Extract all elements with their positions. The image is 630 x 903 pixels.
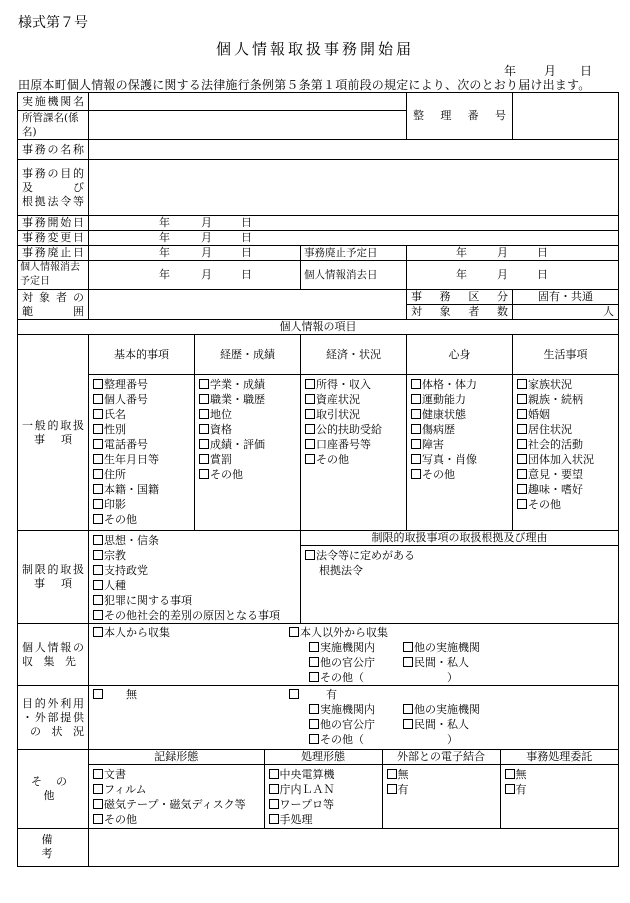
reference-number-label: 整理番号 xyxy=(407,93,513,140)
checkbox-icon xyxy=(517,379,527,389)
collect-other-checkbox[interactable]: その他（ xyxy=(309,670,403,685)
record-form-label: その他 xyxy=(104,813,137,826)
checkbox-icon xyxy=(93,535,103,545)
checkbox-icon xyxy=(93,424,103,434)
basic-item-checkbox[interactable] xyxy=(93,452,190,467)
checkbox-icon xyxy=(93,394,103,404)
outside-other-agency-checkbox[interactable]: 他の実施機関 xyxy=(403,702,493,717)
basic-item-label: 本籍・国籍 xyxy=(104,483,159,496)
checkbox-icon xyxy=(517,424,527,434)
abolish-date-field[interactable]: 年 月 日 xyxy=(89,246,301,261)
economy-item-checkbox[interactable] xyxy=(305,452,402,467)
career-item-checkbox[interactable] xyxy=(199,377,296,392)
life-item-label: 親族・続柄 xyxy=(528,393,583,406)
registration-form-table xyxy=(17,92,619,867)
abolish-date-label: 事務廃止日 xyxy=(18,246,89,261)
life-item-label: 社会的活動 xyxy=(528,438,583,451)
restricted-item-checkbox[interactable] xyxy=(93,563,296,578)
checkbox-icon xyxy=(411,454,421,464)
collect-other-close: ） xyxy=(447,671,458,684)
remarks-field[interactable] xyxy=(89,828,619,866)
electronic-checkbox[interactable] xyxy=(387,767,496,782)
checkbox-icon xyxy=(93,580,103,590)
electronic-list xyxy=(382,765,500,828)
checkbox-icon xyxy=(411,409,421,419)
outsourcing-header: 事務処理委託 xyxy=(500,750,618,765)
electronic-checkbox[interactable] xyxy=(387,782,496,797)
collect-self-checkbox[interactable]: 本人から収集 xyxy=(93,625,289,640)
career-item-label: 成績・評価 xyxy=(210,438,265,451)
remarks-label: 備考 xyxy=(18,828,89,866)
change-date-field[interactable]: 年 月 日 xyxy=(89,231,619,246)
restricted-item-label: 支持政党 xyxy=(104,564,148,577)
mind-body-item-label: 障害 xyxy=(422,438,444,451)
processing-label: ワープロ等 xyxy=(279,798,334,811)
mind-body-item-checkbox[interactable] xyxy=(411,377,508,392)
mind-body-item-label: 健康状態 xyxy=(422,408,466,421)
record-form-list xyxy=(89,765,264,828)
checkbox-icon xyxy=(199,409,209,419)
career-item-label: 資格 xyxy=(210,423,232,436)
mind-body-item-label: 体格・体力 xyxy=(422,378,477,391)
category-life: 生活事項 xyxy=(513,335,619,375)
life-items-list xyxy=(513,375,619,531)
mind-body-item-checkbox[interactable] xyxy=(411,467,508,482)
checkbox-icon xyxy=(305,454,315,464)
restricted-items-label: 制限的取扱 事項 xyxy=(18,531,89,624)
target-count-field[interactable]: 人 xyxy=(513,305,619,320)
outside-use-field xyxy=(89,686,619,750)
checkbox-icon xyxy=(411,394,421,404)
processing-label: 手処理 xyxy=(279,813,313,826)
outsourcing-label: 有 xyxy=(515,783,527,796)
basic-item-checkbox[interactable] xyxy=(93,392,190,407)
checkbox-icon xyxy=(305,379,315,389)
other-field xyxy=(89,750,619,829)
checkbox-icon xyxy=(199,469,209,479)
career-item-checkbox[interactable] xyxy=(199,437,296,452)
basic-item-checkbox[interactable] xyxy=(93,407,190,422)
mind-body-item-label: 傷病歴 xyxy=(422,423,455,436)
affair-name-label: 事務の名称 xyxy=(18,140,89,160)
outside-yes-checkbox[interactable]: 有 xyxy=(289,687,493,702)
change-date-label: 事務変更日 xyxy=(18,231,89,246)
checkbox-icon xyxy=(93,454,103,464)
outsourcing-label: 無 xyxy=(515,768,527,781)
basic-item-checkbox[interactable] xyxy=(93,512,190,527)
restricted-item-label: その他社会的差別の原因となる事項 xyxy=(104,609,280,622)
career-item-checkbox[interactable] xyxy=(199,467,296,482)
life-item-checkbox[interactable] xyxy=(517,452,614,467)
mind-body-item-checkbox[interactable] xyxy=(411,437,508,452)
checkbox-icon xyxy=(199,454,209,464)
outside-none-checkbox[interactable]: 無 xyxy=(93,687,289,702)
basic-item-checkbox[interactable] xyxy=(93,422,190,437)
outsourcing-checkbox[interactable] xyxy=(505,782,615,797)
checkbox-icon xyxy=(199,439,209,449)
collect-government-checkbox[interactable]: 他の官公庁 xyxy=(309,655,403,670)
checkbox-icon xyxy=(93,439,103,449)
mind-body-item-checkbox[interactable] xyxy=(411,407,508,422)
mind-body-item-checkbox[interactable] xyxy=(411,422,508,437)
agency-name-label: 実施機関名 xyxy=(18,93,89,111)
basic-items-list xyxy=(89,375,195,531)
basic-item-label: 氏名 xyxy=(104,408,126,421)
date-month: 月 xyxy=(544,64,557,78)
basic-item-label: 住所 xyxy=(104,468,126,481)
category-economy: 経済・状況 xyxy=(301,335,407,375)
record-form-label: 磁気テープ・磁気ディスク等 xyxy=(104,798,246,811)
career-item-checkbox[interactable] xyxy=(199,422,296,437)
restricted-item-checkbox[interactable] xyxy=(93,533,296,548)
basic-item-label: 印影 xyxy=(104,498,126,511)
purpose-field[interactable] xyxy=(89,160,619,216)
basic-item-checkbox[interactable] xyxy=(93,377,190,392)
checkbox-icon xyxy=(305,439,315,449)
record-form-checkbox[interactable] xyxy=(93,767,260,782)
outside-government-checkbox[interactable]: 他の官公庁 xyxy=(309,717,403,732)
checkbox-icon xyxy=(411,439,421,449)
economy-item-checkbox[interactable] xyxy=(305,377,402,392)
checkbox-icon xyxy=(93,409,103,419)
economy-item-label: 資産状況 xyxy=(316,393,360,406)
checkbox-icon xyxy=(411,469,421,479)
target-range-field[interactable] xyxy=(89,290,407,320)
restricted-item-label: 犯罪に関する事項 xyxy=(104,594,192,607)
mind-body-item-label: 写真・肖像 xyxy=(422,453,477,466)
basic-item-label: 整理番号 xyxy=(104,378,148,391)
checkbox-icon xyxy=(93,799,103,809)
erase-plan-field[interactable]: 年 月 日 xyxy=(89,261,301,290)
collection-source-label: 個人情報の 収集先 xyxy=(18,624,89,686)
checkbox-icon xyxy=(199,394,209,404)
restricted-item-label: 宗教 xyxy=(104,549,126,562)
life-item-checkbox[interactable] xyxy=(517,407,614,422)
checkbox-icon xyxy=(93,379,103,389)
checkbox-icon xyxy=(517,469,527,479)
checkbox-icon xyxy=(93,499,103,509)
life-item-label: 婚姻 xyxy=(528,408,550,421)
checkbox-icon xyxy=(305,394,315,404)
checkbox-icon xyxy=(199,379,209,389)
career-item-label: その他 xyxy=(210,468,243,481)
affair-name-field[interactable] xyxy=(89,140,619,160)
erase-date-field[interactable]: 年 月 日 xyxy=(407,261,619,290)
date-year: 年 xyxy=(504,64,517,78)
general-items-label: 一般的取扱 事項 xyxy=(18,335,89,531)
checkbox-icon xyxy=(505,769,515,779)
processing-checkbox[interactable] xyxy=(269,797,378,812)
checkbox-icon xyxy=(269,784,279,794)
processing-header: 処理形態 xyxy=(264,750,382,765)
record-form-checkbox[interactable] xyxy=(93,797,260,812)
economy-item-checkbox[interactable] xyxy=(305,422,402,437)
electronic-label: 無 xyxy=(397,768,409,781)
checkbox-icon xyxy=(269,799,279,809)
career-item-checkbox[interactable] xyxy=(199,452,296,467)
processing-checkbox[interactable] xyxy=(269,767,378,782)
mind-body-item-label: その他 xyxy=(422,468,455,481)
restricted-item-label: 思想・信条 xyxy=(104,534,159,547)
restricted-item-checkbox[interactable] xyxy=(93,608,296,623)
processing-checkbox[interactable] xyxy=(269,782,378,797)
checkbox-icon xyxy=(269,769,279,779)
record-form-label: フィルム xyxy=(104,783,147,796)
career-item-label: 職業・職歴 xyxy=(210,393,265,406)
checkbox-icon xyxy=(93,514,103,524)
restricted-basis-header: 制限的取扱事項の取扱根拠及び理由 xyxy=(301,531,618,546)
items-header: 個人情報の項目 xyxy=(18,320,619,335)
checkbox-icon xyxy=(305,424,315,434)
basic-item-checkbox[interactable] xyxy=(93,482,190,497)
target-count-label: 対象者数 xyxy=(407,305,513,320)
agency-name-field[interactable] xyxy=(89,93,407,111)
mind-body-items-list xyxy=(407,375,513,531)
outsourcing-list xyxy=(500,765,618,828)
life-item-checkbox[interactable] xyxy=(517,392,614,407)
economy-item-label: 所得・収入 xyxy=(316,378,371,391)
checkbox-icon xyxy=(505,784,515,794)
life-item-label: 意見・要望 xyxy=(528,468,583,481)
economy-item-label: 公的扶助受給 xyxy=(316,423,382,436)
basic-item-label: 性別 xyxy=(104,423,126,436)
affair-class-value[interactable]: 固有・共通 xyxy=(513,290,619,305)
economy-item-label: その他 xyxy=(316,453,349,466)
abolish-plan-label: 事務廃止予定日 xyxy=(301,246,407,261)
outside-other-checkbox[interactable]: その他（ xyxy=(309,732,403,747)
reference-number-field[interactable] xyxy=(513,93,619,140)
economy-item-label: 取引状況 xyxy=(316,408,360,421)
career-item-label: 学業・成績 xyxy=(210,378,265,391)
outside-other-close: ） xyxy=(447,733,458,746)
other-subtable xyxy=(89,750,618,828)
checkbox-icon xyxy=(93,595,103,605)
erase-date-label: 個人情報消去日 xyxy=(301,261,407,290)
processing-checkbox[interactable] xyxy=(269,812,378,827)
legal-basis-checkbox[interactable]: 法令等に定めがある xyxy=(305,548,614,563)
life-item-checkbox[interactable] xyxy=(517,377,614,392)
basic-item-label: その他 xyxy=(104,513,137,526)
purpose-label: 事務の目的 及び 根拠法令等 xyxy=(18,160,89,216)
category-basic: 基本的事項 xyxy=(89,335,195,375)
life-item-checkbox[interactable] xyxy=(517,497,614,512)
life-item-checkbox[interactable] xyxy=(517,467,614,482)
abolish-plan-field[interactable]: 年 月 日 xyxy=(407,246,619,261)
form-number: 様式第７号 xyxy=(18,15,88,31)
basic-item-label: 個人番号 xyxy=(104,393,148,406)
basic-item-checkbox[interactable] xyxy=(93,497,190,512)
economy-item-checkbox[interactable] xyxy=(305,407,402,422)
processing-label: 中央電算機 xyxy=(279,768,335,781)
checkbox-icon xyxy=(93,484,103,494)
erase-plan-label: 個人情報消去予定日 xyxy=(18,261,89,290)
checkbox-icon xyxy=(517,454,527,464)
life-item-checkbox[interactable] xyxy=(517,437,614,452)
checkbox-icon xyxy=(93,769,103,779)
checkbox-icon xyxy=(411,379,421,389)
checkbox-icon xyxy=(517,409,527,419)
checkbox-icon xyxy=(517,394,527,404)
economy-item-label: 口座番号等 xyxy=(316,438,371,451)
basic-item-label: 電話番号 xyxy=(104,438,148,451)
department-label: 所管課名(係名) xyxy=(18,111,89,140)
collect-private-checkbox[interactable]: 民間・私人 xyxy=(403,655,493,670)
outside-internal-checkbox[interactable]: 実施機関内 xyxy=(309,702,403,717)
page-title: 個人情報取扱事務開始届 xyxy=(215,40,414,58)
life-item-label: 趣味・嗜好 xyxy=(528,483,583,496)
life-item-checkbox[interactable] xyxy=(517,422,614,437)
target-range-label: 対象者の 範囲 xyxy=(18,290,89,320)
checkbox-icon xyxy=(93,469,103,479)
collect-internal-checkbox[interactable]: 実施機関内 xyxy=(309,640,403,655)
category-mind-body: 心身 xyxy=(407,335,513,375)
collect-other-agency-checkbox[interactable]: 他の実施機関 xyxy=(403,640,493,655)
record-form-label: 文書 xyxy=(104,768,126,781)
economy-item-checkbox[interactable] xyxy=(305,392,402,407)
life-item-label: その他 xyxy=(528,498,561,511)
checkbox-icon xyxy=(387,769,397,779)
processing-label: 庁内ＬＡＮ xyxy=(279,783,335,796)
processing-list xyxy=(264,765,382,828)
record-form-checkbox[interactable] xyxy=(93,812,260,827)
checkbox-icon xyxy=(199,424,209,434)
checkbox-icon xyxy=(93,565,103,575)
checkbox-icon xyxy=(517,484,527,494)
restricted-items-list xyxy=(89,531,301,624)
record-form-header: 記録形態 xyxy=(89,750,264,765)
mind-body-item-label: 運動能力 xyxy=(422,393,466,406)
checkbox-icon xyxy=(93,550,103,560)
career-items-list xyxy=(195,375,301,531)
electronic-header: 外部との電子結合 xyxy=(382,750,500,765)
career-item-checkbox[interactable] xyxy=(199,392,296,407)
outside-use-label: 目的外利用 ・外部提供 の状況 xyxy=(18,686,89,750)
legal-basis-sub: 根拠法令 xyxy=(319,564,363,577)
start-date-label: 事務開始日 xyxy=(18,216,89,231)
mind-body-item-checkbox[interactable] xyxy=(411,392,508,407)
checkbox-icon xyxy=(305,409,315,419)
category-career: 経歴・成績 xyxy=(195,335,301,375)
outside-private-checkbox[interactable]: 民間・私人 xyxy=(403,717,493,732)
checkbox-icon xyxy=(517,499,527,509)
record-form-checkbox[interactable] xyxy=(93,782,260,797)
restricted-item-checkbox[interactable] xyxy=(93,578,296,593)
life-item-checkbox[interactable] xyxy=(517,482,614,497)
restricted-item-checkbox[interactable] xyxy=(93,593,296,608)
checkbox-icon xyxy=(93,784,103,794)
checkbox-icon xyxy=(93,610,103,620)
affair-class-label: 事務区分 xyxy=(407,290,513,305)
intro-text: 田原本町個人情報の保護に関する法律施行条例第５条第１項前段の規定により、次のとおり届け出ます。 xyxy=(18,78,591,92)
economy-items-list xyxy=(301,375,407,531)
outsourcing-checkbox[interactable] xyxy=(505,767,615,782)
basic-item-checkbox[interactable] xyxy=(93,467,190,482)
mind-body-item-checkbox[interactable] xyxy=(411,452,508,467)
electronic-label: 有 xyxy=(397,783,409,796)
restricted-basis-cell xyxy=(301,531,619,624)
checkbox-icon xyxy=(269,814,279,824)
career-item-label: 賞罰 xyxy=(210,453,232,466)
basic-item-checkbox[interactable] xyxy=(93,437,190,452)
start-date-field[interactable]: 年 月 日 xyxy=(89,216,619,231)
life-item-label: 団体加入状況 xyxy=(528,453,594,466)
checkbox-icon xyxy=(517,439,527,449)
collect-others-checkbox[interactable]: 本人以外から収集 xyxy=(289,625,493,640)
career-item-label: 地位 xyxy=(210,408,232,421)
checkbox-icon xyxy=(387,784,397,794)
checkbox-icon xyxy=(93,814,103,824)
date-day: 日 xyxy=(580,64,593,78)
restricted-item-label: 人種 xyxy=(104,579,126,592)
life-item-label: 家族状況 xyxy=(528,378,572,391)
department-field[interactable] xyxy=(89,111,407,140)
life-item-label: 居住状況 xyxy=(528,423,572,436)
restricted-item-checkbox[interactable] xyxy=(93,548,296,563)
other-label: その他 xyxy=(18,750,89,829)
economy-item-checkbox[interactable] xyxy=(305,437,402,452)
basic-item-label: 生年月日等 xyxy=(104,453,159,466)
collection-source-field xyxy=(89,624,619,686)
checkbox-icon xyxy=(411,424,421,434)
career-item-checkbox[interactable] xyxy=(199,407,296,422)
